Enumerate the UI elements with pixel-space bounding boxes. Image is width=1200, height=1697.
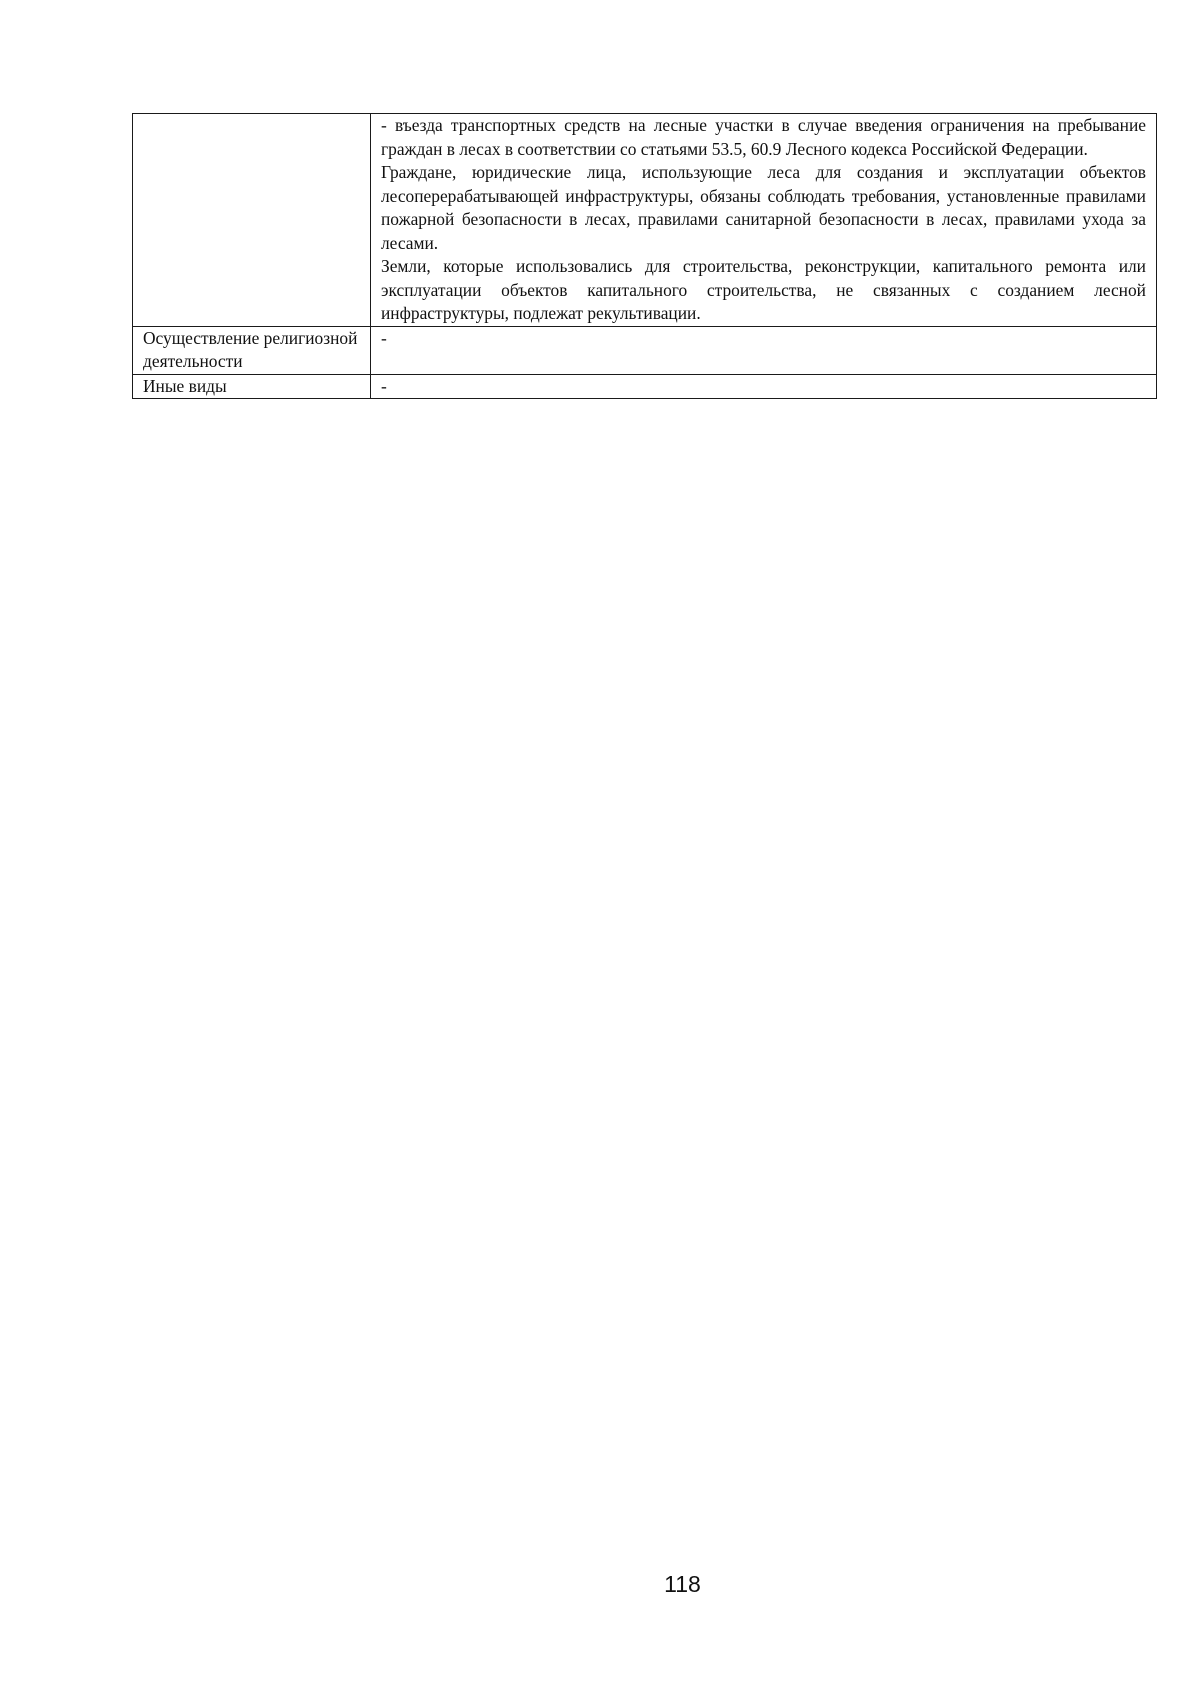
requirements-cell xyxy=(371,326,1157,374)
requirement-paragraph: Земли, которые использовались для строительства, реконструкции, капитального ремонта или эксплуатации объектов капитального строительства, не связанных с созданием лесной инфраструктуры, подлежат рекультивации. xyxy=(381,256,1146,323)
requirement-value: - xyxy=(381,327,387,348)
requirements-cell xyxy=(371,114,1157,327)
activity-type-label: Иные виды xyxy=(143,375,227,396)
table-row xyxy=(133,114,1157,327)
table-row xyxy=(133,326,1157,374)
table-row xyxy=(133,374,1157,399)
activity-type-label: Осуществление религиозной деятельности xyxy=(143,327,358,371)
requirement-value: - xyxy=(381,375,387,396)
requirement-paragraph: - въезда транспортных средств на лесные участки в случае введения ограничения на пребывание граждан в лесах в соответствии со статьями 53.5, 60.9 Лесного кодекса Российской Федерации. xyxy=(381,115,1146,159)
activity-type-cell xyxy=(133,114,371,327)
activity-type-cell xyxy=(133,326,371,374)
activity-type-cell xyxy=(133,374,371,399)
requirements-cell xyxy=(371,374,1157,399)
requirement-paragraph: Граждане, юридические лица, использующие леса для создания и эксплуатации объектов лесоперерабатывающей инфраструктуры, обязаны соблюдать требования, установленные правилами пожарной безопасности в лесах, правилами санитарной безопасности в лесах, правилами ухода за лесами. xyxy=(381,162,1146,253)
regulations-table xyxy=(132,113,1157,399)
page-number: 118 xyxy=(664,1571,701,1597)
